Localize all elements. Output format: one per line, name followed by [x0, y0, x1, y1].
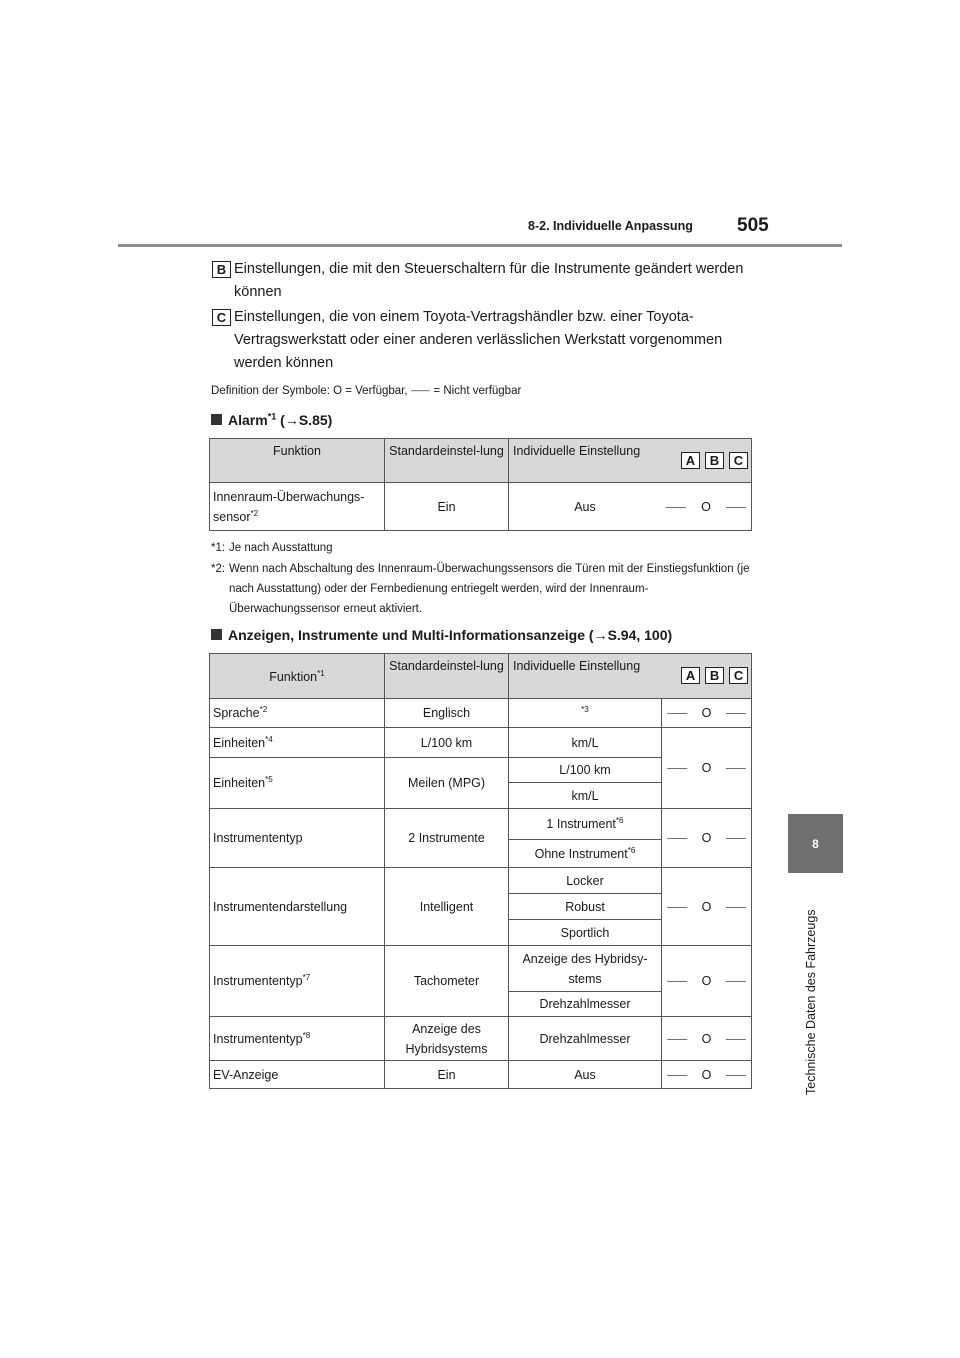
chapter-title-text: Technische Daten des Fahrzeugs: [804, 909, 818, 1095]
custom-sup: *6: [615, 815, 624, 825]
cell-availability: [662, 699, 752, 728]
cell-custom: L/100 km: [509, 758, 662, 783]
cell-custom: Aus: [509, 1061, 662, 1089]
avail-b: O: [701, 899, 712, 914]
avail-b: O: [701, 1067, 712, 1082]
avail-a: ⸺: [666, 1067, 688, 1082]
function-sup: *2: [250, 508, 259, 518]
avail-b: O: [701, 974, 712, 988]
function-text: Innenraum-Überwachungs-sensor: [213, 489, 365, 524]
cell-default: 2 Instrumente: [385, 809, 509, 868]
avail-a: ⸺: [666, 761, 688, 775]
custom-sup: *6: [627, 845, 636, 855]
function-sup: *5: [265, 774, 273, 784]
table-row: [210, 728, 752, 758]
legend-b-text: Einstellungen, die mit den Steuerschaltern für die Instrumente geändert werden können: [234, 261, 744, 300]
avail-a: ⸺: [666, 899, 688, 914]
col-custom: [509, 654, 752, 699]
cell-custom: Drehzahlmesser: [509, 1017, 662, 1061]
display-table: [209, 653, 752, 1089]
custom-text: 1 Instrument: [546, 817, 616, 831]
avail-b: O: [701, 761, 712, 775]
cell-function: [210, 728, 385, 758]
cell-function: [210, 758, 385, 809]
function-text: Sprache: [213, 706, 260, 720]
col-function-label: Funktion: [273, 444, 321, 458]
avail-b: O: [701, 831, 712, 845]
footnote-1: [211, 538, 756, 558]
cell-custom: Robust: [509, 894, 662, 920]
custom-value: Aus: [574, 499, 596, 514]
avail-b: O: [701, 706, 712, 720]
avail-c: ⸺: [725, 974, 747, 988]
function-text: Instrumententyp: [213, 974, 303, 988]
avail-c: ⸺: [725, 499, 747, 514]
cell-default: Intelligent: [385, 868, 509, 946]
chapter-tab[interactable]: [788, 814, 843, 873]
legend-b: [212, 258, 772, 306]
cell-availability: [662, 1061, 752, 1089]
legend-c-text: Einstellungen, die von einem Toyota-Vertragshändler bzw. einer Toyota-Vertragswerkstatt oder einer anderen verlässlichen Werkstatt vorgenommen werden können: [234, 309, 723, 371]
avail-c: ⸺: [725, 1031, 747, 1046]
avail-c: ⸺: [725, 1067, 747, 1082]
avail-a: ⸺: [666, 831, 688, 845]
cell-availability: [662, 868, 752, 946]
col-function-sup: *1: [317, 668, 325, 678]
cell-availability: [662, 728, 752, 809]
alarm-heading-ref: (→S.85): [276, 412, 333, 428]
alarm-heading-sup: *1: [267, 411, 277, 422]
custom-text: Ohne Instrument: [534, 846, 628, 861]
avail-c: ⸺: [725, 706, 747, 720]
table-row: [210, 483, 752, 531]
function-sup: *7: [302, 972, 311, 982]
footnote-text: Je nach Ausstattung: [229, 542, 333, 554]
function-text: Einheiten: [213, 735, 266, 750]
cell-function: EV-Anzeige: [210, 1061, 385, 1089]
footnote-text: Wenn nach Abschaltung des Innenraum-Überwachungssensors die Türen mit der Einstiegsfunktion (je nach Ausstattung) oder der Fernbedienung entriegelt werden, wird der Innenraum-Überwachungssensor erneut aktiviert.: [229, 563, 750, 615]
cell-function: [210, 1017, 385, 1061]
footnote-mark: *2:: [211, 563, 226, 575]
avail-a: ⸺: [666, 974, 688, 988]
avail-c: ⸺: [725, 899, 747, 914]
table-header-row: [210, 439, 752, 483]
col-custom: [509, 439, 752, 483]
cell-default: Tachometer: [385, 946, 509, 1017]
cell-default: Meilen (MPG): [385, 758, 509, 809]
cell-default: L/100 km: [385, 728, 509, 758]
cell-custom: km/L: [509, 728, 662, 758]
tag-a: A: [681, 452, 700, 469]
tag-b: B: [705, 667, 724, 684]
tag-b: B: [212, 261, 231, 278]
avail-a: ⸺: [666, 706, 688, 720]
col-default: [385, 654, 509, 699]
col-default-label: Standardeinstel-lung: [389, 659, 504, 673]
cell-function: Instrumententyp: [210, 809, 385, 868]
cell-custom: Anzeige des Hybridsy-stems: [509, 946, 662, 992]
avail-c: ⸺: [725, 831, 747, 845]
header-rule: [118, 244, 842, 247]
tag-c: C: [729, 667, 748, 684]
page-number: 505: [737, 215, 769, 236]
alarm-table: [209, 438, 752, 531]
col-default: [385, 439, 509, 483]
alarm-heading: [211, 412, 332, 428]
cell-function: [210, 483, 385, 531]
cell-availability: [662, 809, 752, 868]
abc-tags: [676, 666, 748, 686]
avail-a: ⸺: [665, 499, 687, 514]
table-row: [210, 809, 752, 840]
cell-custom: [509, 483, 752, 531]
chapter-number: 8: [812, 836, 819, 851]
footnote-2: [211, 559, 756, 621]
cell-custom: Locker: [509, 868, 662, 894]
table-row: [210, 868, 752, 894]
section-title: 8-2. Individuelle Anpassung: [528, 219, 693, 233]
cell-custom: [509, 840, 662, 868]
table-row: [210, 699, 752, 728]
display-heading-text: Anzeigen, Instrumente und Multi-Informationsanzeige: [228, 627, 586, 643]
col-function: [210, 654, 385, 699]
function-text: Einheiten: [213, 776, 266, 790]
col-default-label: Standardeinstel-lung: [389, 444, 504, 458]
alarm-heading-text: Alarm: [228, 412, 268, 428]
function-sup: *2: [259, 704, 268, 714]
col-custom-label: Individuelle Einstellung: [513, 444, 641, 458]
function-sup: *4: [265, 734, 273, 744]
tag-c: C: [212, 309, 231, 326]
square-bullet-icon: [211, 414, 222, 425]
cell-default: Ein: [385, 483, 509, 531]
legend-c: [212, 306, 772, 376]
cell-custom: Drehzahlmesser: [509, 992, 662, 1017]
cell-availability: [662, 1017, 752, 1061]
cell-function: [210, 699, 385, 728]
cell-custom: [509, 699, 662, 728]
tag-a: A: [681, 667, 700, 684]
cell-default: Ein: [385, 1061, 509, 1089]
cell-availability: [662, 946, 752, 1017]
tag-b: B: [705, 452, 724, 469]
col-custom-label: Individuelle Einstellung: [513, 659, 641, 673]
table-header-row: [210, 654, 752, 699]
cell-function: [210, 946, 385, 1017]
cell-custom: [509, 809, 662, 840]
tag-c: C: [729, 452, 748, 469]
square-bullet-icon: [211, 629, 222, 640]
display-heading-ref: (→S.94, 100): [585, 627, 673, 643]
custom-sup: *3: [581, 704, 589, 714]
table-row: [210, 1017, 752, 1061]
display-heading: [211, 627, 672, 643]
cell-default: Anzeige des Hybridsystems: [385, 1017, 509, 1061]
chapter-title: [804, 885, 824, 1095]
function-sup: *8: [302, 1030, 311, 1040]
abc-tags: [676, 451, 748, 471]
cell-custom: Sportlich: [509, 920, 662, 946]
avail-b: O: [701, 499, 711, 514]
cell-default: Englisch: [385, 699, 509, 728]
table-row: [210, 1061, 752, 1089]
function-text: Instrumententyp: [213, 1031, 303, 1046]
avail-b: O: [701, 1031, 712, 1046]
symbol-definition: Definition der Symbole: O = Verfügbar, ⸺ = Nicht verfügbar: [211, 385, 522, 397]
cell-custom: km/L: [509, 783, 662, 809]
table-row: [210, 946, 752, 992]
avail-c: ⸺: [725, 761, 747, 775]
avail-a: ⸺: [666, 1031, 688, 1046]
footnote-mark: *1:: [211, 542, 226, 554]
cell-function: Instrumentendarstellung: [210, 868, 385, 946]
col-function-label: Funktion: [269, 670, 318, 684]
col-function: [210, 439, 385, 483]
